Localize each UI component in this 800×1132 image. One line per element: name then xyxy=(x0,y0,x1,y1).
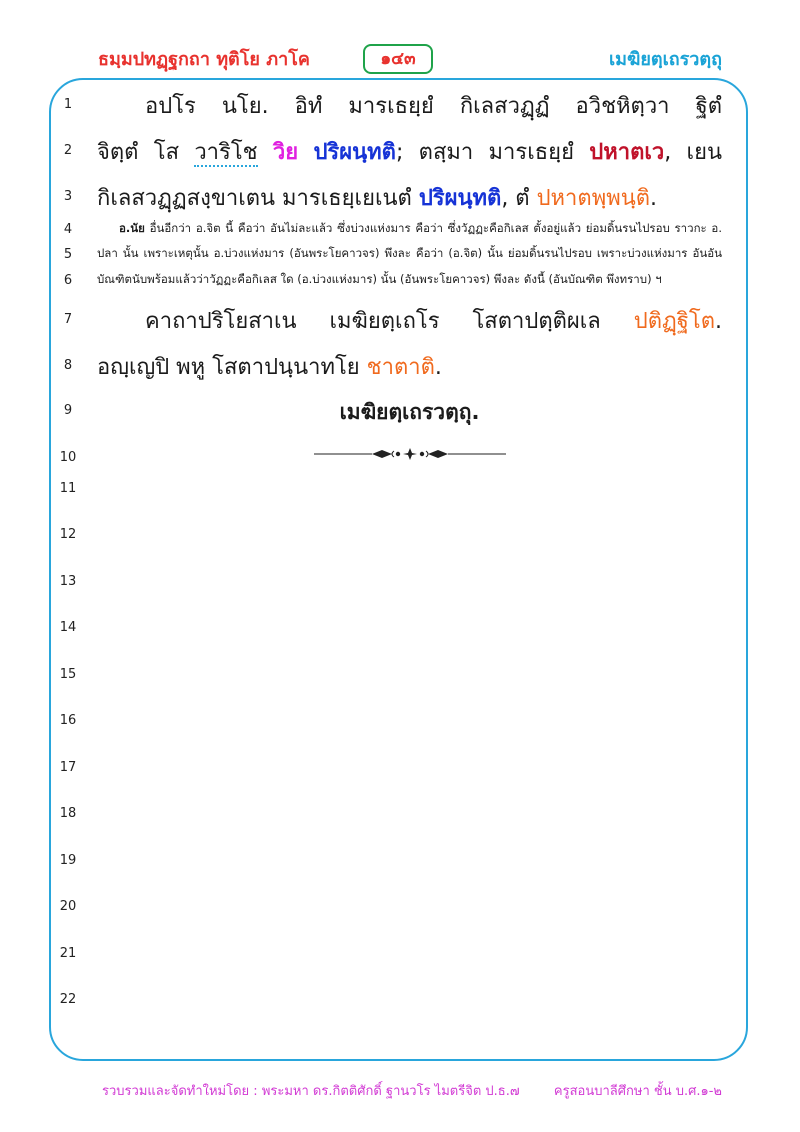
line-number: 13 xyxy=(59,574,77,589)
line-number: 5 xyxy=(63,247,73,262)
verse-text: กิเลสวฏฺฏสงฺขาเตน มารเธยฺเยเนตํ xyxy=(97,186,419,211)
translation-lead: อ.นัย xyxy=(119,221,145,235)
word-patitthito: ปติฏฺฐิโต xyxy=(633,309,715,334)
verse-line-8 xyxy=(97,349,722,384)
header-story-title: เมฆิยตฺเถรวตฺถุ xyxy=(608,49,722,70)
verse-text: , ตํ xyxy=(501,186,537,211)
line-number: 21 xyxy=(59,946,77,961)
verse-text: ; ตสฺมา มารเธยฺยํ xyxy=(395,140,590,165)
header-book-title: ธมฺมปทฏฺฐกถา ทุติโย ภาโค xyxy=(98,49,310,70)
story-end-title: เมฆิยตฺเถรวตฺถุ. xyxy=(339,400,480,424)
verse-text: . xyxy=(650,186,658,211)
line-number: 6 xyxy=(63,273,73,288)
line-number: 18 xyxy=(59,806,77,821)
verse-line-3 xyxy=(97,180,722,215)
verse-text: , เยน xyxy=(664,140,722,165)
line-number: 10 xyxy=(59,450,77,465)
word-varijo: วาริโช xyxy=(194,140,258,165)
word-jatati: ชาตาติ xyxy=(366,355,435,380)
line-number: 2 xyxy=(63,143,73,158)
verse-text: จิตฺตํ โส xyxy=(97,140,195,165)
verse-text: อญฺเญปิ พหู โสตาปนฺนาทโย xyxy=(97,355,367,380)
verse-text xyxy=(258,140,273,165)
line-number: 9 xyxy=(63,403,73,418)
verse-line-1: อปโร นโย. อิทํ มารเธยฺยํ กิเลสวฏฺฏํ อวิชหิตฺวา ฐิตํ xyxy=(145,94,722,119)
line-number: 8 xyxy=(63,358,73,373)
line-number: 22 xyxy=(59,992,77,1007)
line-number: 19 xyxy=(59,853,77,868)
word-viya: วิย xyxy=(272,140,299,165)
ornament-divider-icon xyxy=(310,445,510,463)
word-pariphandati: ปริผนฺทติ xyxy=(418,186,502,211)
line-number: 14 xyxy=(59,620,77,635)
line-number: 1 xyxy=(63,97,73,112)
word-pahatabbanti: ปหาตพฺพนฺติ xyxy=(536,186,651,211)
word-pariphandati: ปริผนฺทติ xyxy=(313,140,396,165)
line-number: 16 xyxy=(59,713,77,728)
verse-text: . xyxy=(715,309,722,334)
line-number: 15 xyxy=(59,667,77,682)
line-number: 20 xyxy=(59,899,77,914)
footer-course: ครูสอนบาลีศึกษา ชั้น บ.ศ.๑-๒ xyxy=(553,1084,722,1099)
translation-line-1 xyxy=(97,220,722,238)
page-number-badge: ๑๔๓ xyxy=(363,44,433,74)
line-number: 7 xyxy=(63,312,73,327)
line-number: 4 xyxy=(63,222,73,237)
verse-line-7 xyxy=(97,303,722,338)
verse-text: คาถาปริโยสาเน เมฆิยตฺเถโร โสตาปตฺติผเล xyxy=(145,309,634,334)
line-number: 12 xyxy=(59,527,77,542)
translation-line-2: ปลา นั้น เพราะเหตุนั้น อ.บ่วงแห่งมาร (อันพระโยคาวจร) พึงละ คือว่า (อ.จิต) นั้น ย่อมดิ้นรนไปรอบ เพราะบ่วงแห่งมาร อันอัน xyxy=(97,246,722,260)
verse-text: . xyxy=(434,355,442,380)
verse-text xyxy=(298,140,313,165)
verse-line-2 xyxy=(97,134,722,169)
footer-author: รวบรวมและจัดทำใหม่โดย : พระมหา ดร.กิตติศักดิ์ ฐานวโร ไมตรีจิต ป.ธ.๗ xyxy=(102,1084,520,1099)
translation-text: อื่นอีกว่า อ.จิต นี้ คือว่า อันไม่ละแล้ว ซึ่งบ่วงแห่งมาร คือว่า ซึ่งวัฏฏะคือกิเลส ตั้งอยู่แล้ว ย่อมดิ้นรนไปรอบ ราวกะ อ. xyxy=(144,221,722,235)
line-number: 17 xyxy=(59,760,77,775)
translation-line-3: บัณฑิตนับพร้อมแล้วว่าวัฏฏะคือกิเลส ใด (อ.บ่วงแห่งมาร) นั้น (อันพระโยคาวจร) พึงละ ดังนี้ (อันบัณฑิต พึงทราบ) ฯ xyxy=(97,272,662,286)
line-number: 3 xyxy=(63,189,73,204)
word-pahatave: ปหาตเว xyxy=(589,140,665,165)
line-number: 11 xyxy=(59,481,77,496)
